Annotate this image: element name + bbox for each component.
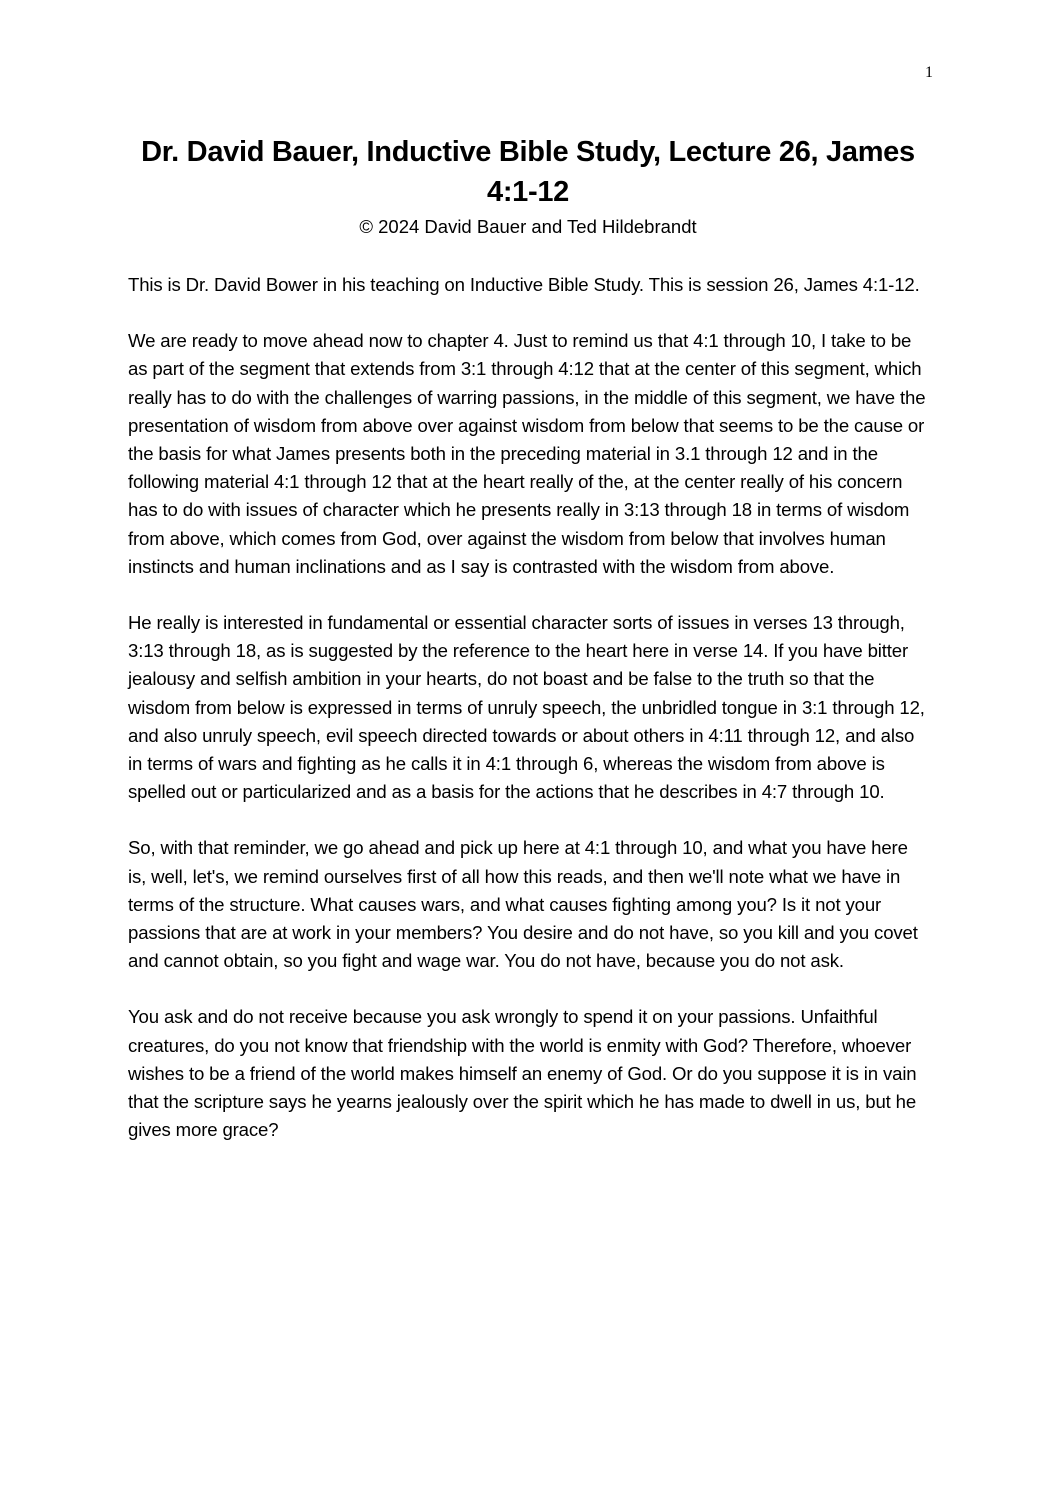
paragraph-2: We are ready to move ahead now to chapter 4. Just to remind us that 4:1 through 10, I take to be as part of the segment that extends from 3:1 through 4:12 that at the center of this segment, which really has to do with the challenges of warring passions, in the middle of this segment, we have the presentation of wisdom from above over against wisdom from below that seems to be the cause or the basis for what James presents both in the preceding material in 3.1 through 12 and in the following material 4:1 through 12 that at the heart really of the, at the center really of his concern has to do with issues of character which he presents really in 3:13 through 18 in terms of wisdom from above, which comes from God, over against the wisdom from below that involves human instincts and human inclinations and as I say is contrasted with the wisdom from above. <box>128 330 926 577</box>
copyright-line: © 2024 David Bauer and Ted Hildebrandt <box>359 216 697 237</box>
paragraph-1: This is Dr. David Bower in his teaching on Inductive Bible Study. This is session 26, James 4:1-12. <box>128 274 920 295</box>
paragraph-4: So, with that reminder, we go ahead and pick up here at 4:1 through 10, and what you have here is, well, let's, we remind ourselves first of all how this reads, and then we'll note what we have in terms of the structure. What causes wars, and what causes fighting among you? Is it not your passions that are at work in your members? You desire and do not have, so you kill and you covet and cannot obtain, so you fight and wage war. You do not have, because you do not ask. <box>128 837 918 972</box>
document-body <box>128 271 928 1172</box>
page-number: 1 <box>925 64 933 81</box>
document-header <box>128 132 928 240</box>
paragraph-3: He really is interested in fundamental or essential character sorts of issues in verses 13 through, 3:13 through 18, as is suggested by the reference to the heart here in verse 14. If you have bitter jealousy and selfish ambition in your hearts, do not boast and be false to the truth so that the wisdom from below is expressed in terms of unruly speech, the unbridled tongue in 3:1 through 12, and also unruly speech, evil speech directed towards or about others in 4:11 through 12, and also in terms of wars and fighting as he calls it in 4:1 through 6, whereas the wisdom from above is spelled out or particularized and as a basis for the actions that he describes in 4:7 through 10. <box>128 612 925 803</box>
paragraph-5: You ask and do not receive because you ask wrongly to spend it on your passions. Unfaithful creatures, do you not know that friendship with the world is enmity with God? Therefore, whoever wishes to be a friend of the world makes himself an enemy of God. Or do you suppose it is in vain that the scripture says he yearns jealously over the spirit which he has made to dwell in us, but he gives more grace? <box>128 1006 917 1141</box>
document-title: Dr. David Bauer, Inductive Bible Study, Lecture 26, James 4:1-12 <box>141 136 915 208</box>
